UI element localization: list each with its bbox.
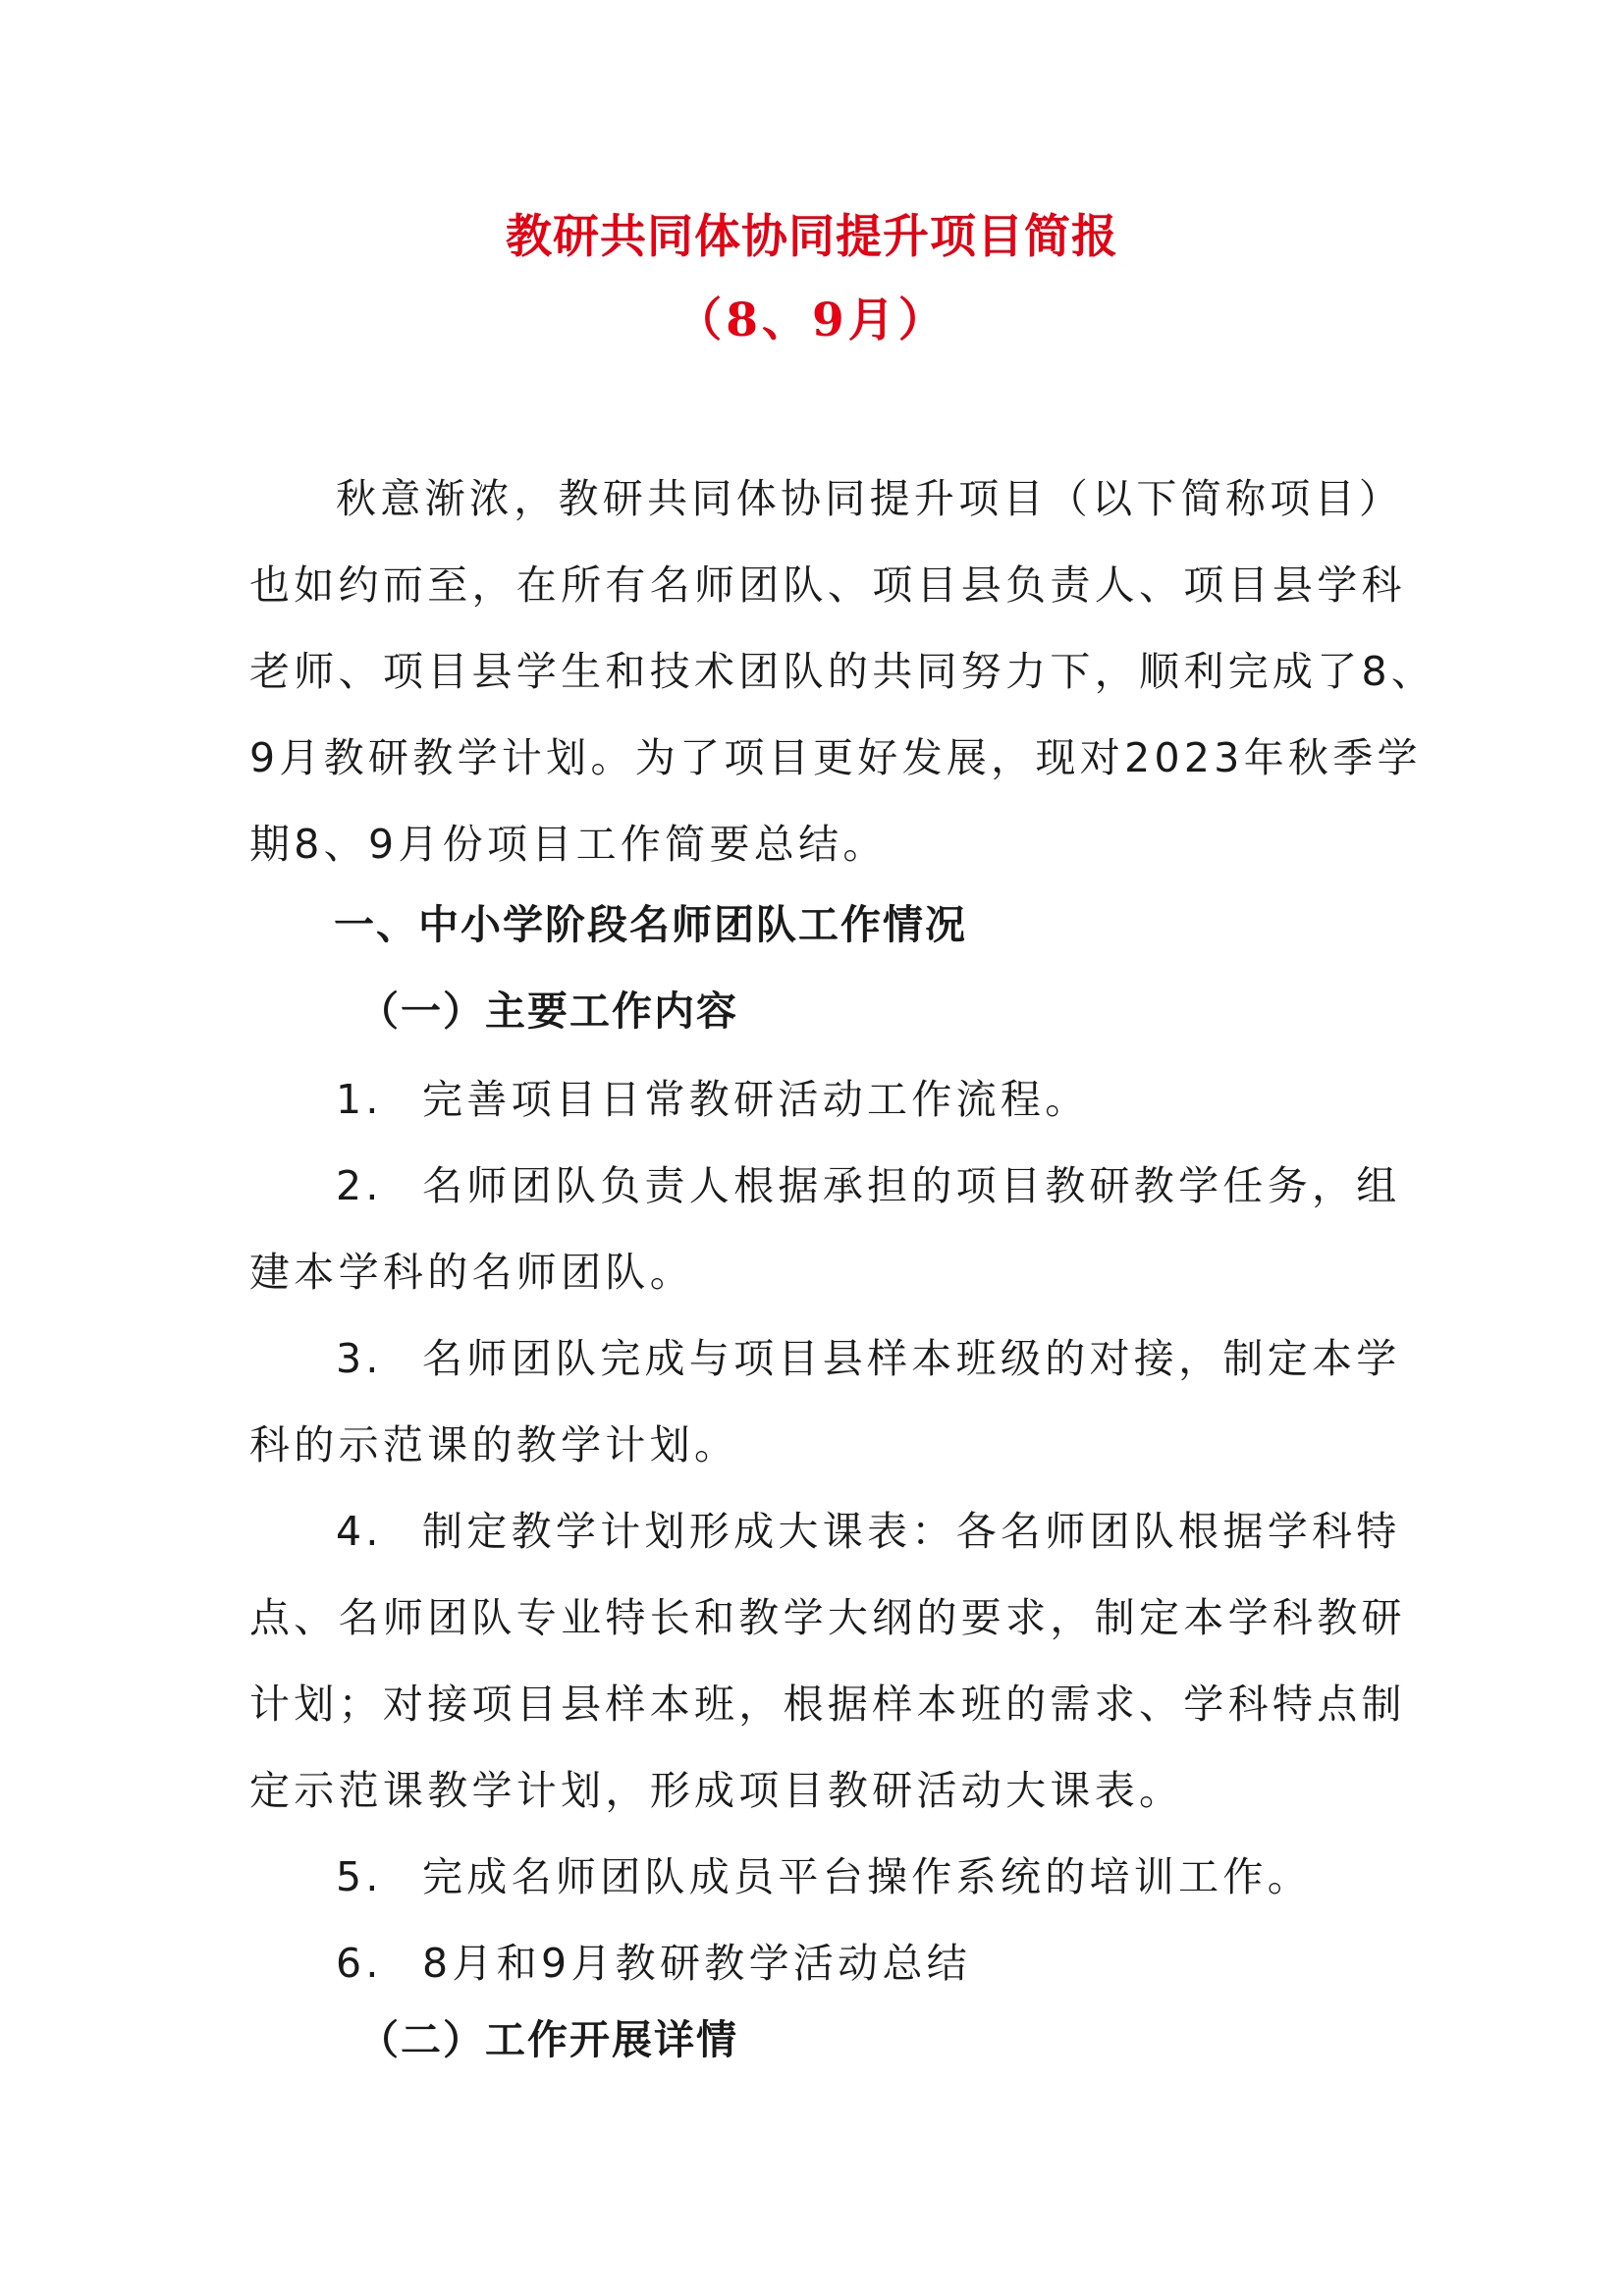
item-number: 3.	[336, 1335, 383, 1382]
list-item	[249, 1056, 1384, 1143]
intro-line: 也如约而至，在所有名师团队、项目县负责人、项目县学科	[249, 561, 1406, 609]
document-title: 教研共同体协同提升项目简报	[506, 210, 1118, 264]
item-text: 名师团队完成与项目县样本班级的对接，制定本学	[422, 1335, 1401, 1382]
list-item	[249, 1315, 1401, 1402]
item-number: 5.	[336, 1853, 383, 1900]
list-item	[249, 1834, 1384, 1920]
list-item	[249, 1488, 1401, 1575]
item-text: 点、名师团队专业特长和教学大纲的要求，制定本学科教研	[249, 1594, 1406, 1641]
intro-paragraph	[249, 455, 1436, 887]
subsection-heading: （一）主要工作内容	[358, 988, 738, 1035]
item-number: 4.	[336, 1508, 383, 1555]
item-text: 计划；对接项目县样本班，根据样本班的需求、学科特点制	[249, 1681, 1406, 1728]
item-text: 完成名师团队成员平台操作系统的培训工作。	[422, 1853, 1312, 1900]
intro-line: 老师、项目县学生和技术团队的共同努力下，顺利完成了8、	[249, 648, 1436, 695]
item-text: 建本学科的名师团队。	[249, 1249, 694, 1296]
section-heading: 一、中小学阶段名师团队工作情况	[334, 901, 967, 948]
document-subtitle: （8、9月）	[676, 294, 948, 347]
item-text: 名师团队负责人根据承担的项目教研教学任务，组	[422, 1162, 1401, 1209]
item-text: 8月和9月教研教学活动总结	[422, 1940, 972, 1987]
intro-line: 9月教研教学计划。为了项目更好发展，现对2023年秋季学	[249, 734, 1422, 781]
item-text: 定示范课教学计划，形成项目教研活动大课表。	[249, 1767, 1184, 1814]
list-item	[249, 1143, 1401, 1229]
item-text: 科的示范课的教学计划。	[249, 1421, 739, 1468]
intro-line: 秋意渐浓，教研共同体协同提升项目（以下简称项目）	[336, 475, 1404, 522]
intro-line: 期8、9月份项目工作简要总结。	[249, 821, 888, 868]
item-number: 2.	[336, 1162, 383, 1209]
subsection-heading: （二）工作开展详情	[358, 2016, 738, 2063]
item-number: 1.	[336, 1076, 383, 1123]
item-text: 完善项目日常教研活动工作流程。	[422, 1076, 1090, 1123]
item-number: 6.	[336, 1940, 383, 1987]
list-item	[249, 1920, 1384, 2006]
item-text: 制定教学计划形成大课表：各名师团队根据学科特	[422, 1508, 1401, 1555]
work-items-list	[249, 1056, 1406, 2006]
